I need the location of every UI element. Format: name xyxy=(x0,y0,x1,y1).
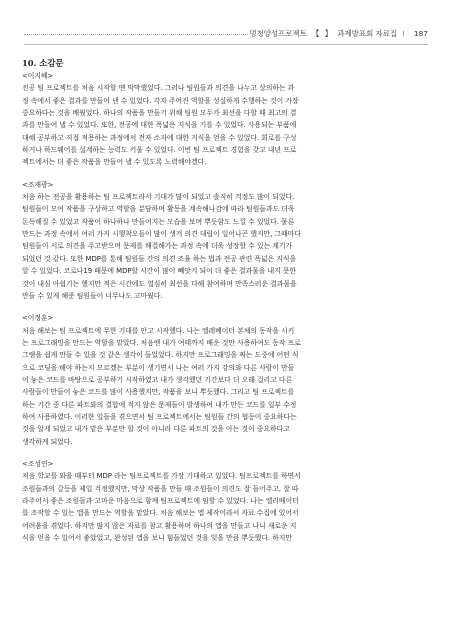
header-dotted-leader xyxy=(24,34,248,35)
paragraph-line: 생각하게 되었다. xyxy=(22,437,73,446)
header-bracket-close: 】 xyxy=(324,29,333,38)
paragraph-line: 전공 팀 프로젝트를 처음 시작할 땐 막막했었다. 그러나 팀원들과 의견을 나누고 상의하는 과 xyxy=(22,84,295,93)
paragraph-line: 그램을 쉽게 만들 수 있을 것 같은 생각이 들었었다. 하지만 프로그래밍을 짜는 도중에 어떤 식 xyxy=(22,351,299,360)
paragraph-line: 를 조작할 수 있는 앱을 만드는 역할을 맡았다. 처음 해보는 앱 제작이라서 자료 수집에 있어서 xyxy=(22,509,299,518)
paragraph-line: 대해 공부하고 직접 적용하는 과정에서 전자 소자에 대한 지식을 얻을 수 있었다. 회로를 구성 xyxy=(22,133,297,142)
paragraph-line: 으로 코딩을 해야 하는지 모르겠는 부분이 생기면서 나는 여러 가지 강의와 다른 사람이 만들 xyxy=(22,363,295,372)
paragraph-line: 사람들이 만들어 놓은 코드를 많이 사용했지만, 작품을 보니 뿌듯했다. 그리고 팀 프로젝트를 xyxy=(22,388,295,397)
paragraph-line: 팀원들이 모여 작품을 구상하고 역할을 분담하며 활동을 계속해나감에 따라 팀원들과도 더욱 xyxy=(22,205,295,214)
header-series-title: 멍청양성프로젝트 xyxy=(249,29,307,38)
page-header xyxy=(24,26,428,42)
reflection-block xyxy=(22,458,430,544)
document-body xyxy=(22,56,430,554)
header-rule xyxy=(24,44,428,45)
paragraph-line: 만들 수 있게 해준 팀원들이 너무나도 고마웠다. xyxy=(22,291,163,300)
header-report-title: 과제발표회 자료집 xyxy=(337,29,397,38)
paragraph-line: 라주어서 좋은 조원들과 고마운 마음으로 함께 팀프로젝트에 임할 수 있었다. 나는 엘리베이터 xyxy=(22,497,299,505)
paragraph-line: 하거나 하드웨어를 설계하는 능력도 키울 수 있었다. 이번 팀 프로젝트 경험을 갖고 내년 프로 xyxy=(22,146,297,155)
header-bracket-open: 【 xyxy=(311,29,320,38)
reflection-paragraph xyxy=(22,82,430,168)
header-separator: I xyxy=(402,29,405,38)
reflection-paragraph xyxy=(22,470,430,544)
reflection-author: <이지혜> xyxy=(22,72,54,80)
paragraph-line: 알 수 있었다. 코로나19 때문에 MDP할 시간이 많이 빼앗겨 되어 더 좋은 결과물을 내지 못한 xyxy=(22,267,297,276)
paragraph-line: 중요하다는 것을 배웠었다. 하나의 작품을 만들기 위해 팀원 모두가 최선을 다할 때 최고의 결 xyxy=(22,109,297,118)
paragraph-line: 하는 기간 중 다른 파트와의 결합에 적지 않은 문제들이 발생하여 내가 만든 코드를 일부 수정 xyxy=(22,400,297,409)
section-title: 10. 소감문 xyxy=(22,58,64,68)
paragraph-line: 정 속에서 좋은 결과를 만들어 낸 수 있었다. 각자 주어진 역할을 성실하게 수행하는 것이 가장 xyxy=(22,96,299,105)
paragraph-line: 것이 내심 아쉽기는 했지만 적은 시간에도 열심히 최선을 다해 참여하며 만족스러운 결과물을 xyxy=(22,279,297,288)
reflection-paragraph xyxy=(22,325,430,448)
paragraph-line: 돈독해질 수 있었고 작품이 하나하나 만들어지는 모습을 보며 뿌듯함도 느낄 수 있었다. 물론 xyxy=(22,217,295,226)
paragraph-line: 과를 만들어 낼 수 있었다. 또한, 전공에 대한 폭넓은 지식을 기를 수 있었다. 사용되는 부품에 xyxy=(22,121,297,130)
paragraph-line: 처음 하는 전공을 활용하는 팀 프로젝트라서 기대가 많이 되었고 솔직히 걱정도 많이 되었다. xyxy=(22,193,295,202)
header-text xyxy=(247,26,429,42)
paragraph-line: 것을 알게 되었고 내가 맡은 부분만 할 것이 아니라 다른 파트의 것을 아는 것이 중요하다고 xyxy=(22,425,290,434)
reflection-author: <이정훈> xyxy=(22,314,54,323)
page-number: 187 xyxy=(413,29,428,38)
paragraph-line: 만드는 과정 속에서 여러 가지 시행착오들이 많이 생겨 의견 대립이 일어나곤 했지만, 그때마다 xyxy=(22,230,301,239)
paragraph-line: 하여 사용하였다. 이러한 일들을 겪으면서 팀 프로젝트에서는 팀원들 간의 협동이 중요하다는 xyxy=(22,412,297,421)
paragraph-line: 처음 해보는 팀 프로젝트에 무한 기대를 안고 시작했다. 나는 엘레베이터 본체의 동작을 시키 xyxy=(22,326,295,335)
paragraph-line: 젝트에서는 더 좋은 작품을 만들어 낼 수 있도록 노력해야겠다. xyxy=(22,158,207,167)
paragraph-line: 는 프로그래밍을 만드는 역할을 맡았다. 처음엔 내가 여태까지 배운 것만 사용하여도 동작 프로 xyxy=(22,338,301,347)
reflection-block xyxy=(22,70,430,169)
paragraph-line: 어려움을 겪었다. 하지만 많지 않은 자료를 참고 활용하며 하나의 앱을 만들고 나니 새로운 지 xyxy=(22,521,297,530)
paragraph-line: 팀원들이 서로 의견을 주고받으며 문제를 해결해가는 과정 속에 더욱 성장할 수 있는 계기가 xyxy=(22,242,293,251)
paragraph-line: 처음 학교를 와을 때부터 MDP 라는 팀프로젝트를 가장 기대하고 있었다. 팀프로젝트를 하면서 xyxy=(22,472,301,481)
paragraph-line: 식을 얻을 수 있어서 좋았었고, 완성된 앱을 보니 힘들었던 것을 잊을 만큼 뿌듯했다. 하지만 xyxy=(22,534,292,543)
paragraph-line: 어 놓은 코드를 바탕으로 공부하기 시작하였고 내가 생각했던 기간보다 더 오래 걸리고 다른 xyxy=(22,375,293,384)
reflection-author: <조성연> xyxy=(22,459,54,468)
paragraph-line: 되었던 것 같다. 또한 MDP를 통해 팀원들 간의 의견 조율 하는 법과 전공 관련 폭넓은 지식을 xyxy=(22,254,297,263)
reflections-list xyxy=(22,70,430,544)
reflection-block xyxy=(22,312,430,448)
reflection-paragraph xyxy=(22,191,430,302)
reflection-author: <조재광> xyxy=(22,180,54,189)
reflection-block xyxy=(22,179,430,302)
paragraph-line: 조원들과의 갈등을 제일 걱정했지만, 막상 작품을 만들 때 조원들이 의견도 잘 들어주고, 잘 따 xyxy=(22,484,299,493)
